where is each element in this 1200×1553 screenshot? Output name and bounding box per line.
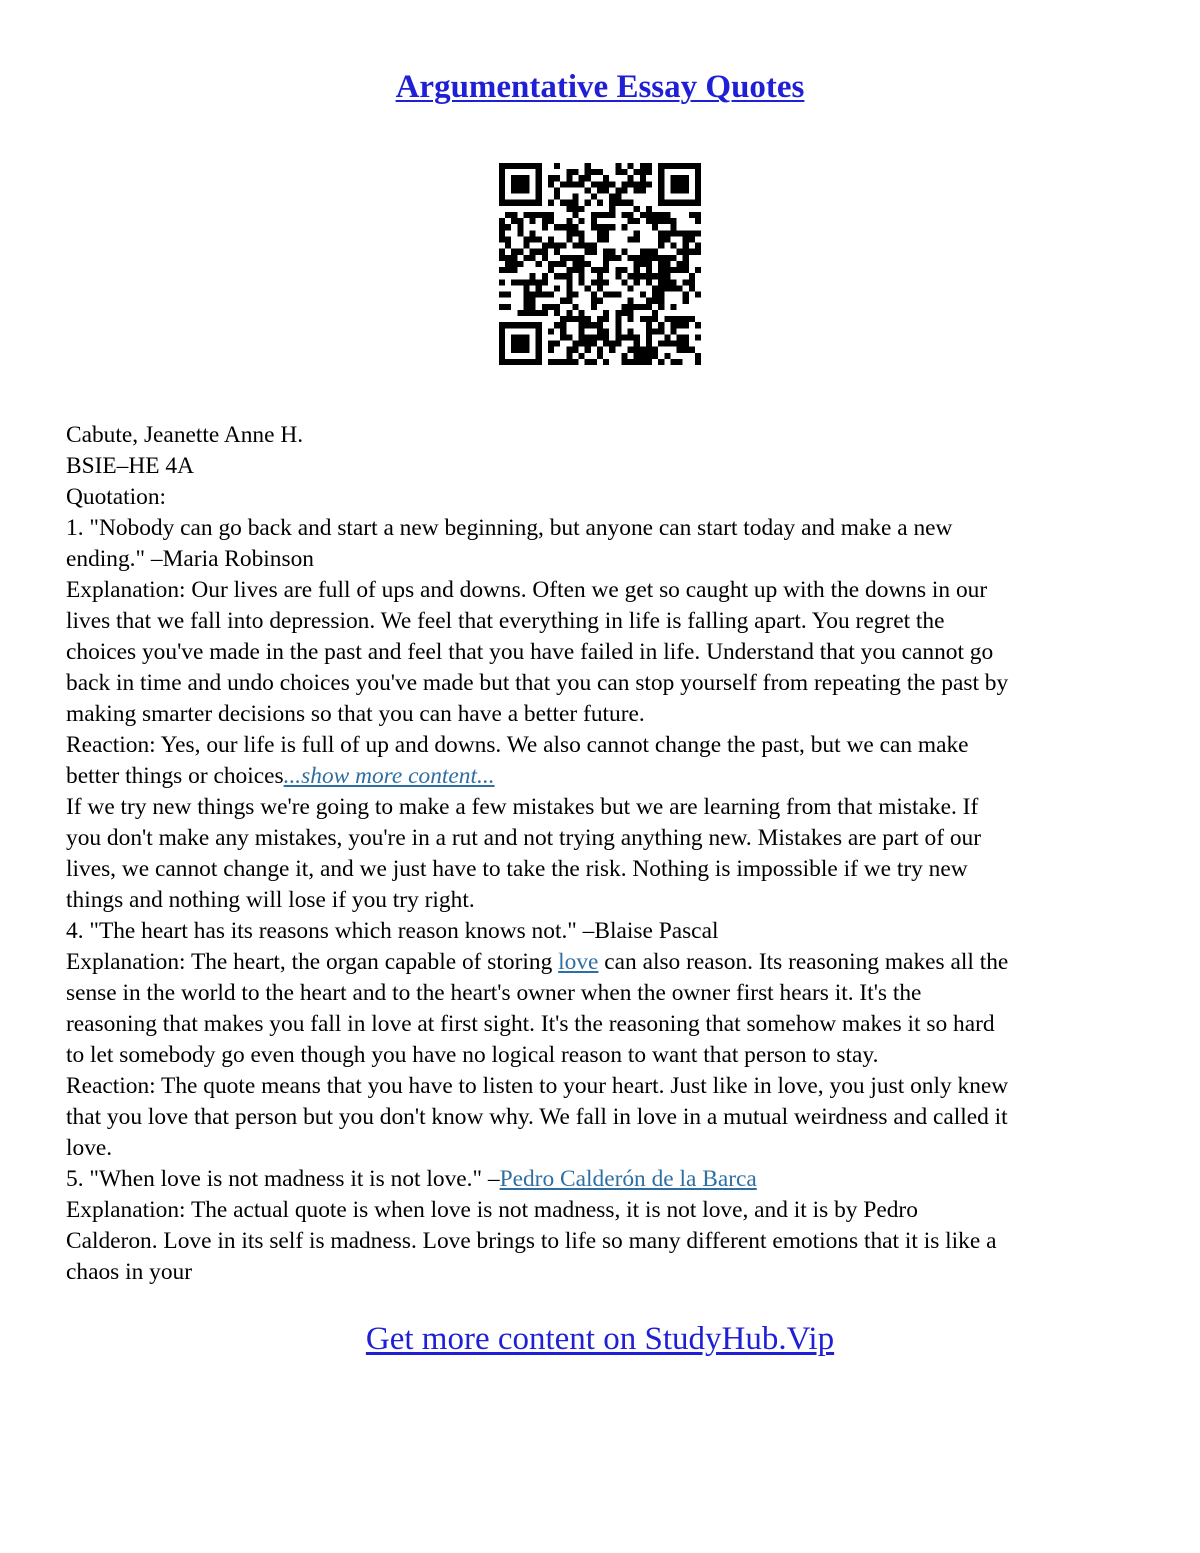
- text-line: ending." –Maria Robinson: [66, 546, 314, 572]
- text-line: reasoning that makes you fall in love at first sight. It's the reasoning that somehow makes it so hard: [66, 1011, 995, 1037]
- footer-studyhub-link[interactable]: Get more content on StudyHub.Vip: [365, 1321, 835, 1357]
- text-line-with-link: [66, 1164, 1146, 1195]
- text-fragment: better things or choices: [66, 763, 284, 789]
- text-line-with-link: [66, 761, 1146, 792]
- document-title-link[interactable]: Argumentative Essay Quotes: [395, 69, 805, 105]
- text-line: making smarter decisions so that you can have a better future.: [66, 701, 645, 727]
- show-more-content-link[interactable]: ...show more content...: [283, 763, 495, 789]
- text-line: 1. "Nobody can go back and start a new beginning, but anyone can start today and make a new: [66, 515, 953, 541]
- text-line: things and nothing will lose if you try right.: [66, 887, 475, 913]
- text-fragment: 5. "When love is not madness it is not love." –: [66, 1166, 500, 1192]
- text-line: to let somebody go even though you have no logical reason to want that person to stay.: [66, 1042, 879, 1068]
- quotation-label: Quotation:: [66, 484, 167, 510]
- text-fragment: Explanation: The heart, the organ capable of storing: [66, 949, 559, 975]
- love-link[interactable]: love: [558, 949, 599, 975]
- text-line: you don't make any mistakes, you're in a rut and not trying anything new. Mistakes are part of our: [66, 825, 982, 851]
- text-line: Calderon. Love in its self is madness. Love brings to life so many different emotions that it is like a: [66, 1228, 997, 1254]
- qr-code-icon: [499, 163, 701, 365]
- text-line: love.: [66, 1135, 113, 1161]
- text-line: lives that we fall into depression. We feel that everything in life is falling apart. You regret the: [66, 608, 945, 634]
- text-fragment: can also reason. Its reasoning makes all the: [598, 949, 1009, 975]
- text-line: Reaction: Yes, our life is full of up and downs. We also cannot change the past, but we can make: [66, 732, 969, 758]
- text-line: Reaction: The quote means that you have to listen to your heart. Just like in love, you just only knew: [66, 1073, 1009, 1099]
- text-line: back in time and undo choices you've made but that you can stop yourself from repeating the past by: [66, 670, 1009, 696]
- text-line: choices you've made in the past and feel that you have failed in life. Understand that you cannot go: [66, 639, 994, 665]
- footer-container: [0, 1318, 1200, 1360]
- document-title-container: [0, 66, 1200, 108]
- text-line: Explanation: The actual quote is when love is not madness, it is not love, and it is by Pedro: [66, 1197, 918, 1223]
- text-line: lives, we cannot change it, and we just have to take the risk. Nothing is impossible if we try new: [66, 856, 968, 882]
- author-name: Cabute, Jeanette Anne H.: [66, 422, 304, 448]
- text-line: Explanation: Our lives are full of ups and downs. Often we get so caught up with the downs in our: [66, 577, 988, 603]
- text-line: If we try new things we're going to make a few mistakes but we are learning from that mistake. If: [66, 794, 979, 820]
- pedro-calderon-link[interactable]: Pedro Calderón de la Barca: [499, 1166, 757, 1192]
- text-line-with-link: [66, 947, 1146, 978]
- text-line: 4. "The heart has its reasons which reason knows not." –Blaise Pascal: [66, 918, 719, 944]
- text-line: sense in the world to the heart and to the heart's owner when the owner first hears it. It's the: [66, 980, 922, 1006]
- essay-body: [66, 420, 1146, 1288]
- text-line: that you love that person but you don't know why. We fall in love in a mutual weirdness and called it: [66, 1104, 1008, 1130]
- text-line: chaos in your: [66, 1259, 193, 1285]
- class-section: BSIE–HE 4A: [66, 453, 194, 479]
